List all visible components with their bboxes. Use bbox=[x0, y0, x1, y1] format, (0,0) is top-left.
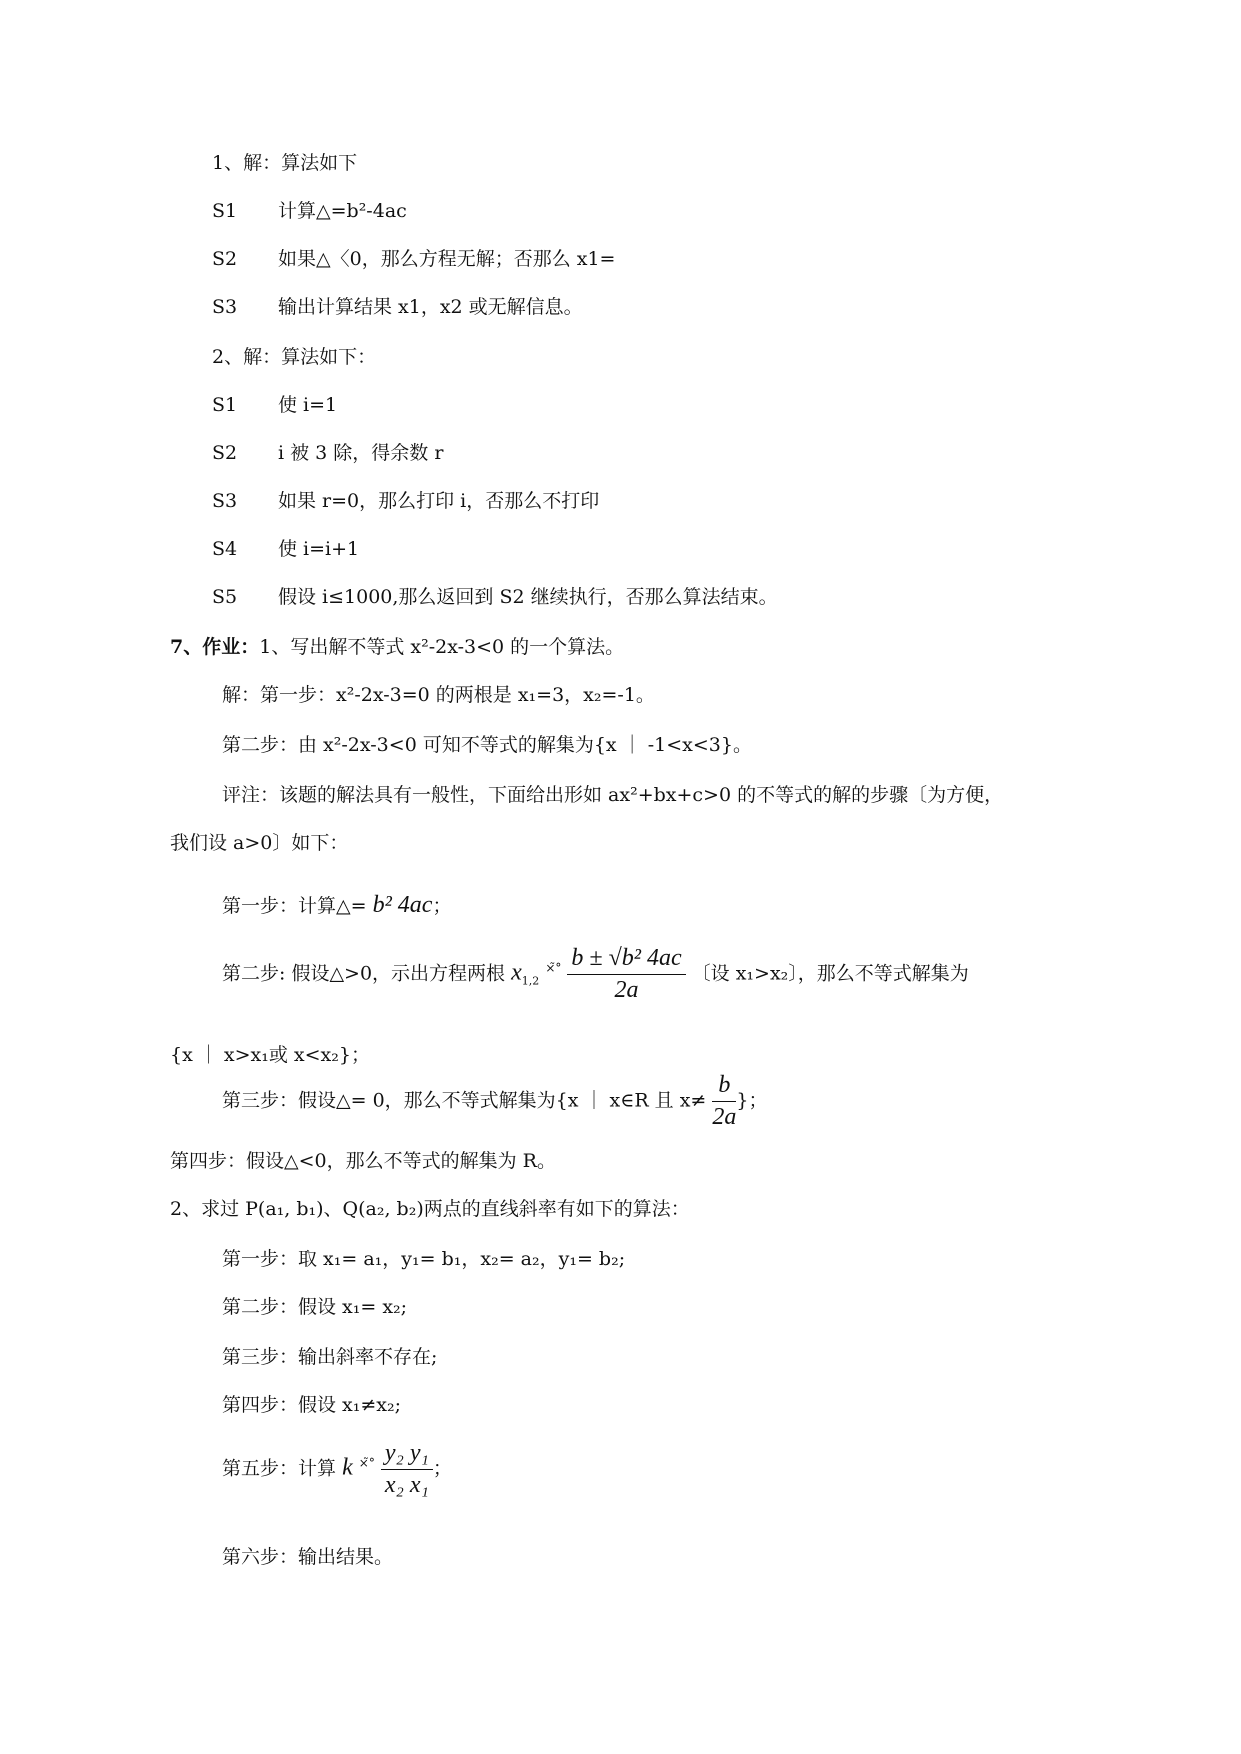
step-label: S1 bbox=[212, 394, 238, 416]
homework-title: 7、作业： bbox=[170, 636, 260, 658]
question-2: 2、求过 P(a₁, b₁)、Q(a₂, b₂)两点的直线斜率有如下的算法： bbox=[170, 1198, 690, 1220]
p1-step-3 bbox=[212, 294, 583, 320]
step-text: 使 i=i+1 bbox=[278, 538, 360, 560]
slope-step-4: 第四步：假设 x₁≠x₂; bbox=[222, 1394, 402, 1416]
discriminant-formula: b² 4ac bbox=[372, 892, 433, 918]
solution-step-2: 第二步：由 x²-2x-3<0 可知不等式的解集为{x ｜ -1<x<3}。 bbox=[222, 734, 752, 756]
fraction-denominator: 2a bbox=[712, 1104, 737, 1130]
p1-step-2 bbox=[212, 246, 615, 272]
quadratic-denominator: 2a bbox=[614, 977, 639, 1003]
general-step-1 bbox=[222, 888, 451, 923]
slope-fraction bbox=[381, 1440, 433, 1499]
general-step-3-end: }； bbox=[736, 1089, 768, 1112]
general-step-2-solution-set: {x ｜ x>x₁或 x<x₂}； bbox=[170, 1044, 370, 1066]
homework-q1: 1、写出解不等式 x²-2x-3<0 的一个算法。 bbox=[259, 636, 625, 658]
p2-step-1 bbox=[212, 392, 337, 418]
step-label: S3 bbox=[212, 490, 238, 512]
p2-step-4 bbox=[212, 536, 359, 562]
slope-step-5-end: ； bbox=[432, 1457, 452, 1480]
root-subscript: 1,2 bbox=[521, 974, 540, 988]
p2-step-2 bbox=[212, 440, 443, 466]
p1-heading: 1、解：算法如下 bbox=[212, 152, 358, 174]
step-label: S5 bbox=[212, 586, 238, 608]
p1-step-1 bbox=[212, 198, 407, 224]
slope-step-2: 第二步：假设 x₁= x₂; bbox=[222, 1296, 408, 1318]
fraction-numerator: b bbox=[712, 1072, 736, 1102]
garbled-glyph-icon: ×̃° bbox=[545, 961, 562, 976]
general-step-2 bbox=[222, 945, 969, 1004]
comment-line-2: 我们设 a>0〕如下： bbox=[170, 832, 349, 854]
step-label: S2 bbox=[212, 248, 238, 270]
p2-step-3 bbox=[212, 488, 599, 514]
step-label: S3 bbox=[212, 296, 238, 318]
slope-step-1: 第一步：取 x₁= a₁，y₁= b₁，x₂= a₂，y₁= b₂; bbox=[222, 1248, 626, 1270]
p2-step-5 bbox=[212, 584, 778, 610]
slope-step-3: 第三步：输出斜率不存在; bbox=[222, 1346, 438, 1368]
p2-heading: 2、解：算法如下： bbox=[212, 346, 377, 368]
root-symbol: x bbox=[511, 959, 522, 986]
general-step-3 bbox=[222, 1072, 767, 1131]
slope-numerator: y₂ y₁ bbox=[381, 1440, 433, 1470]
step-label: S2 bbox=[212, 442, 238, 464]
quadratic-formula-fraction bbox=[567, 945, 685, 1004]
general-step-2-text: 第二步: 假设△>0，示出方程两根 bbox=[222, 962, 506, 985]
negative-b-over-2a-fraction bbox=[712, 1072, 736, 1131]
homework-line bbox=[170, 634, 624, 660]
step-text: 输出计算结果 x1，x2 或无解信息。 bbox=[278, 296, 583, 318]
general-step-1-text: 第一步：计算△= bbox=[222, 895, 373, 917]
step-text: i 被 3 除，得余数 r bbox=[278, 442, 444, 464]
general-step-2-end: 〔设 x₁>x₂〕，那么不等式解集为 bbox=[691, 962, 969, 985]
step-text: 计算△=b²-4ac bbox=[278, 200, 407, 222]
step-label: S4 bbox=[212, 538, 238, 560]
general-step-1-end: ； bbox=[432, 895, 452, 917]
slope-step-6: 第六步：输出结果。 bbox=[222, 1546, 394, 1568]
slope-step-5 bbox=[222, 1440, 452, 1499]
solution-step-1: 解：第一步：x²-2x-3=0 的两根是 x₁=3，x₂=-1。 bbox=[222, 684, 655, 706]
general-step-4: 第四步：假设△<0，那么不等式的解集为 R。 bbox=[170, 1150, 556, 1172]
comment-line-1: 评注：该题的解法具有一般性，下面给出形如 ax²+bx+c>0 的不等式的解的步骤〔为方便， bbox=[222, 784, 1004, 806]
quadratic-numerator: b ± √b² 4ac bbox=[567, 945, 685, 975]
step-text: 如果△〈0，那么方程无解；否那么 x1= bbox=[278, 248, 616, 270]
step-text: 使 i=1 bbox=[278, 394, 338, 416]
slope-symbol: k bbox=[342, 1454, 353, 1481]
slope-denominator: x₂ x₁ bbox=[384, 1472, 429, 1498]
slope-step-5-text: 第五步：计算 bbox=[222, 1457, 337, 1480]
step-text: 如果 r=0，那么打印 i，否那么不打印 bbox=[278, 490, 600, 512]
step-label: S1 bbox=[212, 200, 238, 222]
step-text: 假设 i≤1000,那么返回到 S2 继续执行，否那么算法结束。 bbox=[278, 586, 778, 608]
garbled-glyph-icon: ×̃° bbox=[358, 1456, 375, 1471]
general-step-3-text: 第三步：假设△= 0，那么不等式解集为{x ｜ x∈R 且 x≠ bbox=[222, 1089, 707, 1112]
